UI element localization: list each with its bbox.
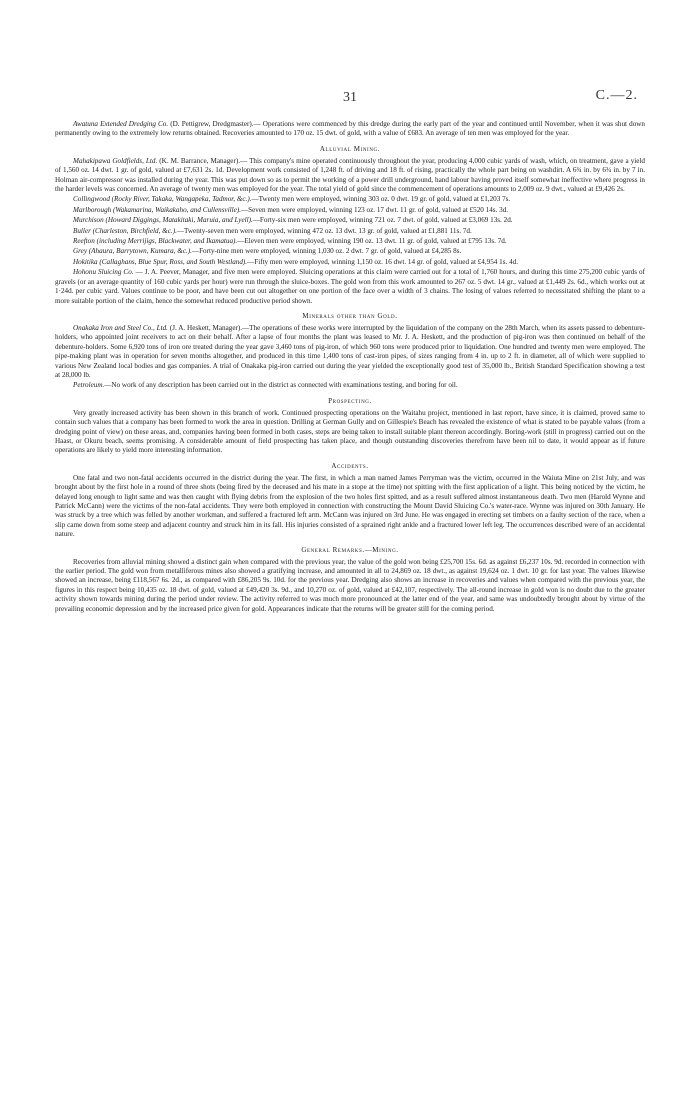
entry-title: Reefton (including Merrijigs, Blackwater, and Ikamatua). (73, 237, 238, 246)
entry-title: Petroleum. (73, 381, 105, 390)
accidents-heading: Accidents. (331, 461, 369, 470)
alluvial-heading: Alluvial Mining. (319, 144, 381, 153)
general-remarks-heading: General Remarks.—Mining. (301, 545, 399, 554)
entry-title: Hohonu Sluicing Co. (73, 268, 134, 277)
entry-title: Marlborough (Wakamarina, Waikakaho, and Cullensville). (73, 205, 241, 214)
prospecting-heading: Prospecting. (328, 396, 372, 405)
minerals-entry (55, 324, 645, 380)
page-number: 31 (343, 90, 357, 105)
entry-title: Buller (Charleston, Birchfield, &c.). (73, 226, 177, 235)
intro-text: (D. Pettigrew, Dredgmaster).— Operations were commenced by this dredge during the early part of the year and continued until November, when it was shut down permanently owing to the extremely low returns obtained. Recoveries amounted to 170 oz. 15 dwt. of gold, with a value of £683. An average of ten men was employed for the year. (55, 120, 645, 138)
alluvial-entry (55, 258, 645, 267)
entry-title: Grey (Ahaura, Barrytown, Kumara, &c.). (73, 247, 192, 256)
entry-text: —Forty-six men were employed, winning 721 oz. 7 dwt. of gold, valued at £3,069 13s. 2d. (252, 216, 513, 225)
entry-title: Mahakipawa Goldfields, Ltd. (73, 156, 158, 165)
entry-text: —No work of any description has been carried out in the district as connected with examinations testing, and boring for oil. (104, 381, 458, 390)
report-reference: C.—2. (595, 88, 638, 103)
alluvial-entry (55, 227, 645, 236)
alluvial-entry (55, 195, 645, 204)
entry-text: —Eleven men were employed, winning 190 oz. 13 dwt. 11 gr. of gold, valued at £795 13s. 7d. (237, 237, 507, 246)
entry-text: — J. A. Peever, Manager, and five men were employed. Sluicing operations at this claim were carried out for a total of 1,760 hours, and during this time 275,200 cubic yards of gravels (or an average quantity of 160 cubic yards per hour) were run through the sluice-boxes. The gold won from this work amounted to 267 oz. 5 dwt. 14 gr., valued at £1,449 2s. 6d., which works out at 1·24d. per cubic yard. Values continue to be poor, and have been cut out altogether on one portion of the face over a width of 3 chains. The losing of values referred to necessitated shifting the plant to a more suitable portion of the claim, hence the somewhat reduced productive period shown. (55, 268, 645, 305)
entry-text: (J. A. Heskett, Manager).—The operations of these works were interrupted by the liquidation of the company on the 28th March, when its assets passed to debenture-holders, who appointed joint receivers to act on their behalf. After a lapse of four months the plant was leased to Mr. J. A. Heskett, and the production of pig-iron was then continued on behalf of the debenture-holders. Some 6,920 tons of iron ore treated during the year gave 3,460 tons of pig-iron, of which 960 tons were produced prior to liquidation. One hundred and twenty men were employed. The pipe-making plant was in operation for seven months altogether, and produced in this time 1,400 tons of cast-iron pipes, of sizes ranging from 4 in. up to 2 ft. in diameter, all of which were supplied to various New Zealand local bodies and gas companies. A trial of Onakaka pig-iron carried out during the year yielded the exceptionally good test of 35,000 lb., British Standard Specification showing a test at 28,000 lb. (55, 323, 645, 379)
prospecting-paragraph: Very greatly increased activity has been shown in this branch of work. Continued prospecting operations on the Waitahu project, mentioned in last report, have since, it is claimed, proved same to contain such values that a company has been formed to work the area in question. Drilling at German Gully and on Gillespie's Beach has revealed the existence of what is stated to be payable values (from a dredging point of view) on these areas, and, companies having been formed in both cases, steps are being taken to install suitable plant thereon accordingly. Boring-work (still in progress) carried out on the Haast, or Okuru beach, seems promising. A considerable amount of field prospecting has taken place, and though outstanding discoveries therefrom have been nil to date, it would appear as if future operations are likely to yield more interesting information. (55, 408, 645, 455)
page-body (55, 120, 645, 618)
minerals-entry (55, 381, 645, 390)
intro-paragraph (55, 120, 645, 139)
minerals-heading: Minerals other than Gold. (302, 311, 398, 320)
entry-title: Hokitika (Callaghans, Blue Spur, Ross, and South Westland). (73, 257, 248, 266)
alluvial-entry (55, 237, 645, 246)
entry-text: —Forty-nine men were employed, winning 1,030 oz. 2 dwt. 7 gr. of gold, valued at £4,285 8s. (191, 247, 462, 256)
intro-title: Awatuna Extended Dredging Co. (73, 120, 169, 128)
alluvial-entry (55, 268, 645, 306)
general-remarks-paragraph: Recoveries from alluvial mining showed a distinct gain when compared with the previous year, the value of the gold won being £25,700 15s. 6d. as against £6,237 10s. 9d. recorded in connection with the earlier period. The gold won from metalliferous mines also showed a gratifying increase, and amounted in all to 24,869 oz. 18 dwt., as against 19,624 oz. 1 dwt. 10 gr. for last year. The values likewise showed an increase, being £118,567 6s. 2d., as compared with £86,205 9s. 10d. for the previous year. Dredging also shows an increase in recoveries and values when compared with the previous year, the figures in this respect being 10,435 oz. 18 dwt. of gold, valued at £49,420 3s. 9d., and 10,270 oz. of gold, valued at £42,107, respectively. The all-round increase in gold won is no doubt due to the greater activity shown towards mining during the period under review. The activity referred to was much more pronounced at the latter end of the year, and same was undoubtedly brought about by virtue of the prevailing economic depression and by the increased price given for gold. Appearances indicate that the returns will be greater still for the coming period. (55, 557, 645, 613)
alluvial-entry (55, 216, 645, 225)
alluvial-entry (55, 206, 645, 215)
entry-title: Collingwood (Rocky River, Takaka, Wangapeka, Tadmor, &c.). (73, 195, 252, 204)
entry-text: —Twenty men were employed, winning 303 oz. 0 dwt. 19 gr. of gold, valued at £1,203 7s. (251, 195, 511, 204)
alluvial-entry (55, 247, 645, 256)
entry-text: —Seven men were employed, winning 123 oz. 17 dwt. 11 gr. of gold, valued at £520 14s. 3d. (241, 205, 509, 214)
entry-title: Murchison (Howard Diggings, Matakitaki, Maruia, and Lyell). (73, 216, 253, 225)
entry-text: —Twenty-seven men were employed, winning 472 oz. 13 dwt. 13 gr. of gold, valued at £1,881 11s. 7d. (176, 226, 472, 235)
entry-title: Onakaka Iron and Steel Co., Ltd. (73, 323, 168, 332)
accidents-paragraph: One fatal and two non-fatal accidents occurred in the district during the year. The first, in which a man named James Perryman was the victim, occurred in the Waiuta Mine on 21st July, and was brought about by the first hole in a round of three shots (being fired by the deceased and his mate in a stope at the time) not spitting with the first application of a light. This being noticed by the victim, he delayed long enough to light same and was then caught with flying debris from the explosion of the two holes first spitted, and as a result suffered almost instantaneous death. Two men (Harold Wynne and Patrick McCann) were the victims of the non-fatal accidents. They were both employed in connection with constructing the Mount David Sluicing Co.'s water-race. Wynne was injured on 30th January. He was struck by a tree which was felled by another workman, and suffered a fractured left arm. McCann was injured on 3rd June. He was engaged in erecting set timbers on a faulty section of the race, when a slip came down from some steep and adjacent country and struck him in its fall. His injuries consisted of a sprained right ankle and a fractured lower left leg. The occurrences described were of an accidental nature. (55, 473, 645, 539)
alluvial-entry (55, 157, 645, 195)
entry-text: (K. M. Barrance, Manager).— This company's mine operated continuously throughout the year, producing 4,000 cubic yards of wash, which, on treatment, gave a yield of 1,560 oz. 14 dwt. 1 gr. of gold, valued at £7,631 2s. 1d. Development work consisted of 1,248 ft. of driving and 18 ft. of rising, practically the whole part being on washdirt. A 6¾ in. by 6¾ in. by 7 in. Holman air-compressor was installed during the year. This was put down so as to permit the working of a power drill underground, hand labour having proved itself somewhat ineffective where progress in the harder levels was concerned. An average of twenty men was employed for the year. The total yield of gold since the commencement of operations amounts to 2,009 oz. 9 dwt., valued at £9,426 2s. (55, 156, 645, 194)
entry-text: —Fifty men were employed, winning 1,150 oz. 16 dwt. 14 gr. of gold, valued at £4,954 1s. 4d. (247, 257, 519, 266)
